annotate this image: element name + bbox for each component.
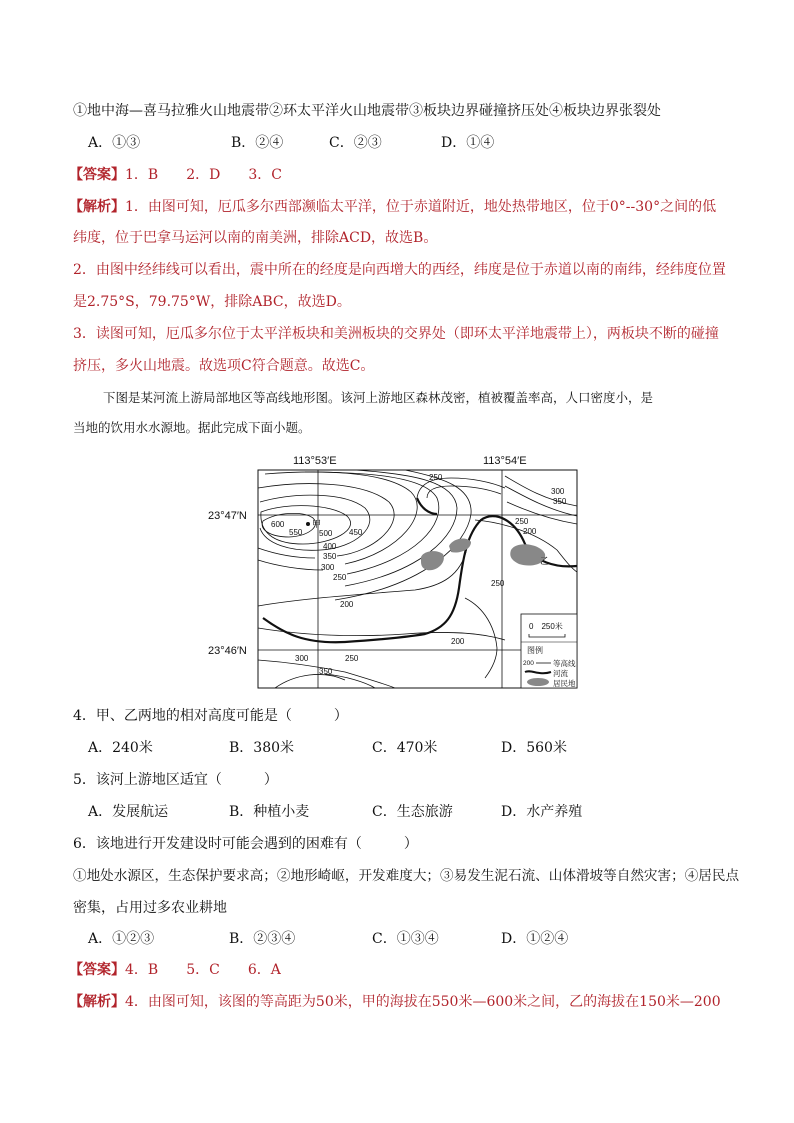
answer-text: 1．B 2．D 3．C [125, 167, 282, 183]
label-450: 450 [349, 528, 363, 537]
place-yi: 乙 [540, 556, 550, 566]
answer-2-text: 4．B 5．C 6．A [125, 962, 281, 978]
river-hairpin [417, 498, 437, 514]
label-250-top: 250 [429, 473, 443, 482]
label-200-bottom: 200 [451, 637, 465, 646]
q6-option-b: B．②③④ [229, 931, 296, 947]
lat-label-2: 23°46′N [208, 645, 247, 657]
scale-label: 0 250米 [529, 622, 563, 631]
analysis-1-p1b: 纬度，位于巴拿马运河以南的南美洲，排除ACD，故选B。 [73, 230, 438, 246]
analysis-1-text-a: 1．由图可知，厄瓜多尔西部濒临太平洋，位于赤道附近，地处热带地区，位于0°--30°之间的低 [125, 199, 717, 215]
label-600: 600 [271, 520, 285, 529]
contour-bottom-b [465, 598, 497, 678]
analysis-2-tag: 【解析】 [69, 994, 125, 1010]
legend-title: 图例 [527, 646, 543, 655]
settlement-west [421, 551, 444, 570]
label-250-mid: 250 [491, 579, 505, 588]
label-250-tr: 250 [515, 517, 529, 526]
q5-option-b: B．种植小麦 [229, 804, 310, 820]
q-prev-option-c: C．②③ [329, 135, 382, 151]
q6-stem: 6．该地进行开发建设时可能会遇到的困难有（ ） [73, 836, 418, 852]
label-400: 400 [323, 542, 337, 551]
q4-option-a: A．240米 [88, 740, 153, 756]
q6-option-c: C．①③④ [372, 931, 439, 947]
intro-line-1: 下图是某河流上游局部地区等高线地形图。该河上游地区森林茂密，植被覆盖率高，人口密度小，是 [103, 390, 654, 405]
label-500: 500 [319, 529, 333, 538]
contour-bottom-d [275, 674, 345, 688]
answer-2-tag: 【答案】 [69, 962, 125, 978]
analysis-1-p1a [69, 197, 716, 217]
label-350-tr: 350 [553, 497, 567, 506]
label-250: 250 [333, 573, 347, 582]
intro-line-2: 当地的饮用水水源地。据此完成下面小题。 [73, 420, 311, 435]
q4-stem: 4．甲、乙两地的相对高度可能是（ ） [73, 708, 348, 724]
analysis-2-text: 4．由图可知，该图的等高距为50米，甲的海拔在550米—600米之间，乙的海拔在150米—200 [125, 994, 721, 1010]
label-550: 550 [289, 528, 303, 537]
lon-label-2: 113°54′E [483, 455, 527, 467]
label-250-bottom: 250 [345, 654, 359, 663]
q-prev-option-d: D．①④ [441, 135, 495, 151]
q5-option-c: C．生态旅游 [372, 804, 453, 820]
q6-option-a: A．①②③ [88, 931, 155, 947]
label-350-bottom: 350 [319, 667, 333, 676]
q5-stem: 5．该河上游地区适宜（ ） [73, 772, 278, 788]
q4-option-d: D．560米 [501, 740, 567, 756]
contour-hairpin-inner [427, 486, 501, 498]
q5-option-d: D．水产养殖 [501, 804, 583, 820]
lat-label-1: 23°47′N [208, 510, 247, 522]
legend [521, 614, 577, 688]
legend-settlement-swatch [527, 678, 549, 686]
analysis-1-p2b: 是2.75°S，79.75°W，排除ABC，故选D。 [73, 294, 351, 310]
contour-left-b [258, 560, 323, 570]
label-350: 350 [323, 552, 337, 561]
contour-map [205, 448, 605, 693]
q6-statement-2: 密集，占用过多农业耕地 [73, 900, 227, 916]
analysis-2 [69, 992, 721, 1012]
q-prev-statement: ①地中海—喜马拉雅火山地震带②环太平洋火山地震带③板块边界碰撞挤压处④板块边界张裂处 [73, 103, 661, 119]
q4-option-c: C．470米 [372, 740, 438, 756]
label-300-tr: 300 [551, 487, 565, 496]
legend-item-settlement: 居民地 [553, 679, 576, 688]
label-300-bottom: 300 [295, 654, 309, 663]
legend-item-contour: 等高线 [553, 659, 576, 668]
contour-left-a [258, 548, 315, 558]
label-200: 200 [340, 600, 354, 609]
analysis-tag: 【解析】 [69, 199, 125, 215]
answer-tag: 【答案】 [69, 167, 125, 183]
legend-sample-value: 200 [523, 660, 534, 667]
label-300: 300 [321, 563, 335, 572]
lon-label-1: 113°53′E [293, 455, 337, 467]
settlement-center [449, 539, 471, 553]
legend-item-river: 河流 [553, 669, 568, 678]
point-jia-marker [306, 522, 310, 526]
analysis-1-p3b: 挤压，多火山地震。故选项C符合题意。故选C。 [73, 358, 375, 374]
place-jia: 甲 [312, 519, 322, 529]
analysis-1-p2a: 2．由图中经纬线可以看出，震中所在的经度是向西增大的西经，纬度是位于赤道以南的南纬，经纬度位置 [73, 262, 726, 278]
analysis-1-p3a: 3．读图可知，厄瓜多尔位于太平洋板块和美洲板块的交界处（即环太平洋地震带上），两板块不断的碰撞 [73, 326, 719, 342]
q6-option-d: D．①②④ [501, 931, 569, 947]
q-prev-option-a: A．①③ [88, 135, 141, 151]
q-prev-option-b: B．②④ [231, 135, 284, 151]
answer-1 [69, 165, 282, 185]
q4-option-b: B．380米 [229, 740, 295, 756]
q5-option-a: A．发展航运 [88, 804, 169, 820]
q6-statement-1: ①地处水源区，生态保护要求高；②地形崎岖，开发难度大；③易发生泥石流、山体滑坡等自然灾害；④居民点 [73, 868, 740, 884]
answer-2 [69, 960, 281, 980]
label-200-tr: 200 [523, 527, 537, 536]
